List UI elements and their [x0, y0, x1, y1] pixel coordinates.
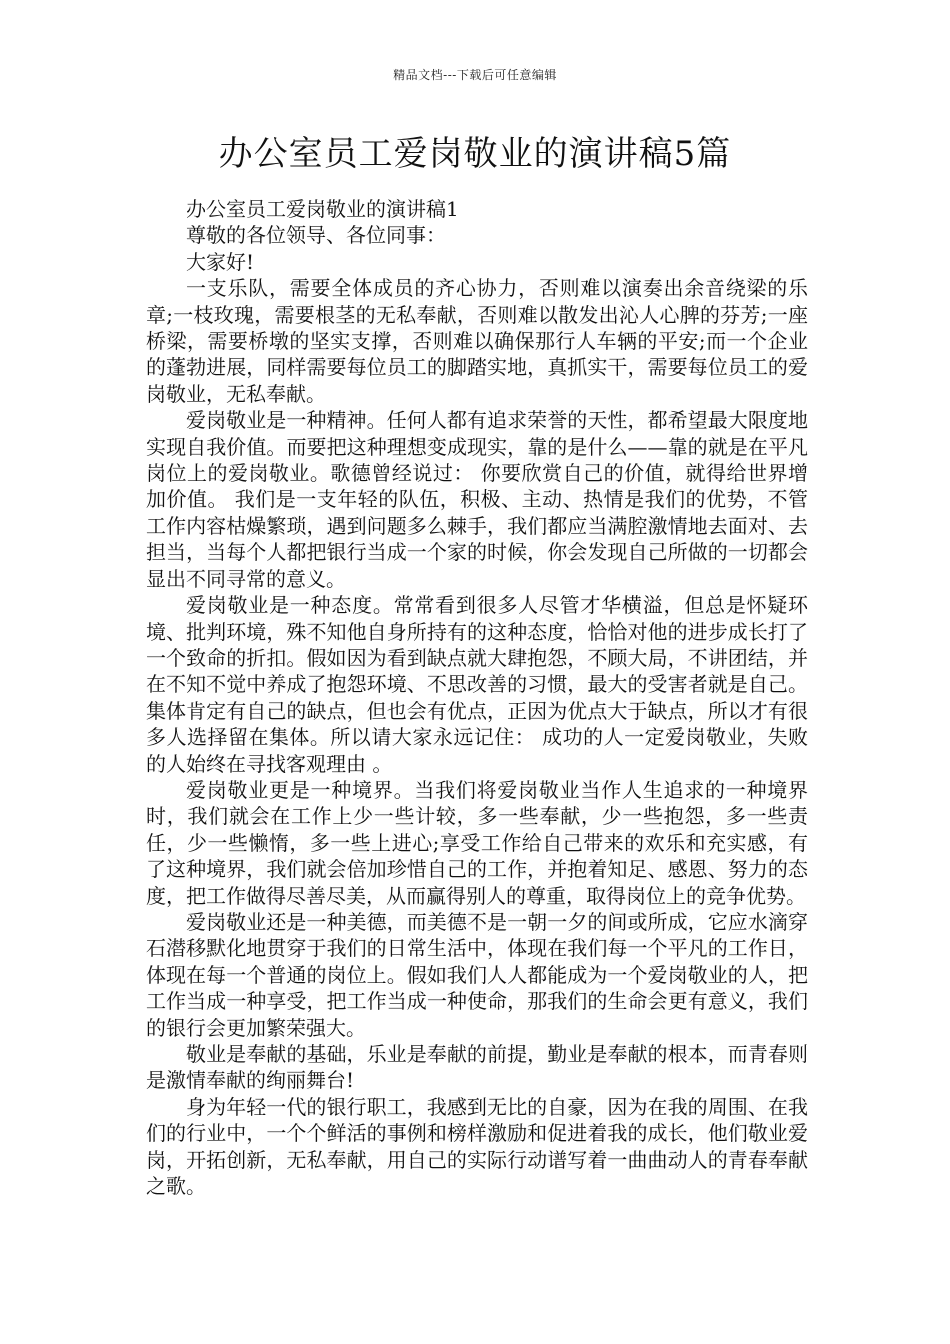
speech-subtitle: 办公室员工爱岗敬业的演讲稿1 [186, 197, 459, 221]
paragraph: 身为年轻一代的银行职工，我感到无比的自豪，因为在我的周围、在我们的行业中，一个个鲜活的事例和榜样激励和促进着我的成长，他们敬业爱岗，开拓创新，无私奉献，用自己的实际行动谱写着一曲曲动人的青春奉献之歌。 [146, 1094, 808, 1199]
paragraph: 爱岗敬业更是一种境界。当我们将爱岗敬业当作人生追求的一种境界时，我们就会在工作上少一些计较，多一些奉献，少一些抱怨，多一些责任，少一些懒惰，多一些上进心;享受工作给自己带来的欢乐和充实感，有了这种境界，我们就会倍加珍惜自己的工作，并抱着知足、感恩、努力的态度，把工作做得尽善尽美，从而赢得别人的尊重，取得岗位上的竞争优势。 [146, 777, 808, 908]
paragraph: 爱岗敬业还是一种美德，而美德不是一朝一夕的间或所成，它应水滴穿石潜移默化地贯穿于我们的日常生活中，体现在我们每一个平凡的工作日，体现在每一个普通的岗位上。假如我们人人都能成为一个爱岗敬业的人，把工作当成一种享受，把工作当成一种使命，那我们的生命会更有意义，我们的银行会更加繁荣强大。 [146, 909, 808, 1040]
paragraph: 爱岗敬业是一种精神。任何人都有追求荣誉的天性，都希望最大限度地实现自我价值。而要把这种理想变成现实，靠的是什么——靠的就是在平凡岗位上的爱岗敬业。歌德曾经说过： 你要欣赏自己的价值，就得给世界增加价值。 我们是一支年轻的队伍，积极、主动、热情是我们的优势，不管工作内容枯燥繁琐，遇到问题多么棘手，我们都应当满腔激情地去面对、去担当，当每个人都把银行当成一个家的时候，你会发现自己所做的一切都会显出不同寻常的意义。 [146, 408, 808, 591]
paragraph: 爱岗敬业是一种态度。常常看到很多人尽管才华横溢，但总是怀疑环境、批判环境，殊不知他自身所持有的这种态度，恰恰对他的进步成长打了一个致命的折扣。假如因为看到缺点就大肆抱怨，不顾大局，不讲团结，并在不知不觉中养成了抱怨环境、不思改善的习惯，最大的受害者就是自己。集体肯定有自己的缺点，但也会有优点，正因为优点大于缺点，所以才有很多人选择留在集体。所以请大家永远记住： 成功的人一定爱岗敬业，失败的人始终在寻找客观理由 。 [146, 593, 808, 776]
document-body [146, 196, 808, 1199]
salutation: 尊敬的各位领导、各位同事： [186, 223, 446, 248]
document-title: 办公室员工爱岗敬业的演讲稿5篇 [218, 134, 732, 174]
paragraph: 一支乐队，需要全体成员的齐心协力，否则难以演奏出余音绕梁的乐章;一枝玫瑰，需要根茎的无私奉献，否则难以散发出沁人心脾的芬芳;一座桥梁，需要桥墩的坚实支撑，否则难以确保那行人车辆的平安;而一个企业的蓬勃进展，同样需要每位员工的脚踏实地，真抓实干，需要每位员工的爱岗敬业，无私奉献。 [146, 276, 808, 406]
header-note: 精品文档---下载后可任意编辑 [393, 68, 557, 82]
paragraph: 敬业是奉献的基础，乐业是奉献的前提，勤业是奉献的根本，而青春则是激情奉献的绚丽舞台! [146, 1042, 808, 1093]
greeting: 大家好! [186, 249, 255, 274]
